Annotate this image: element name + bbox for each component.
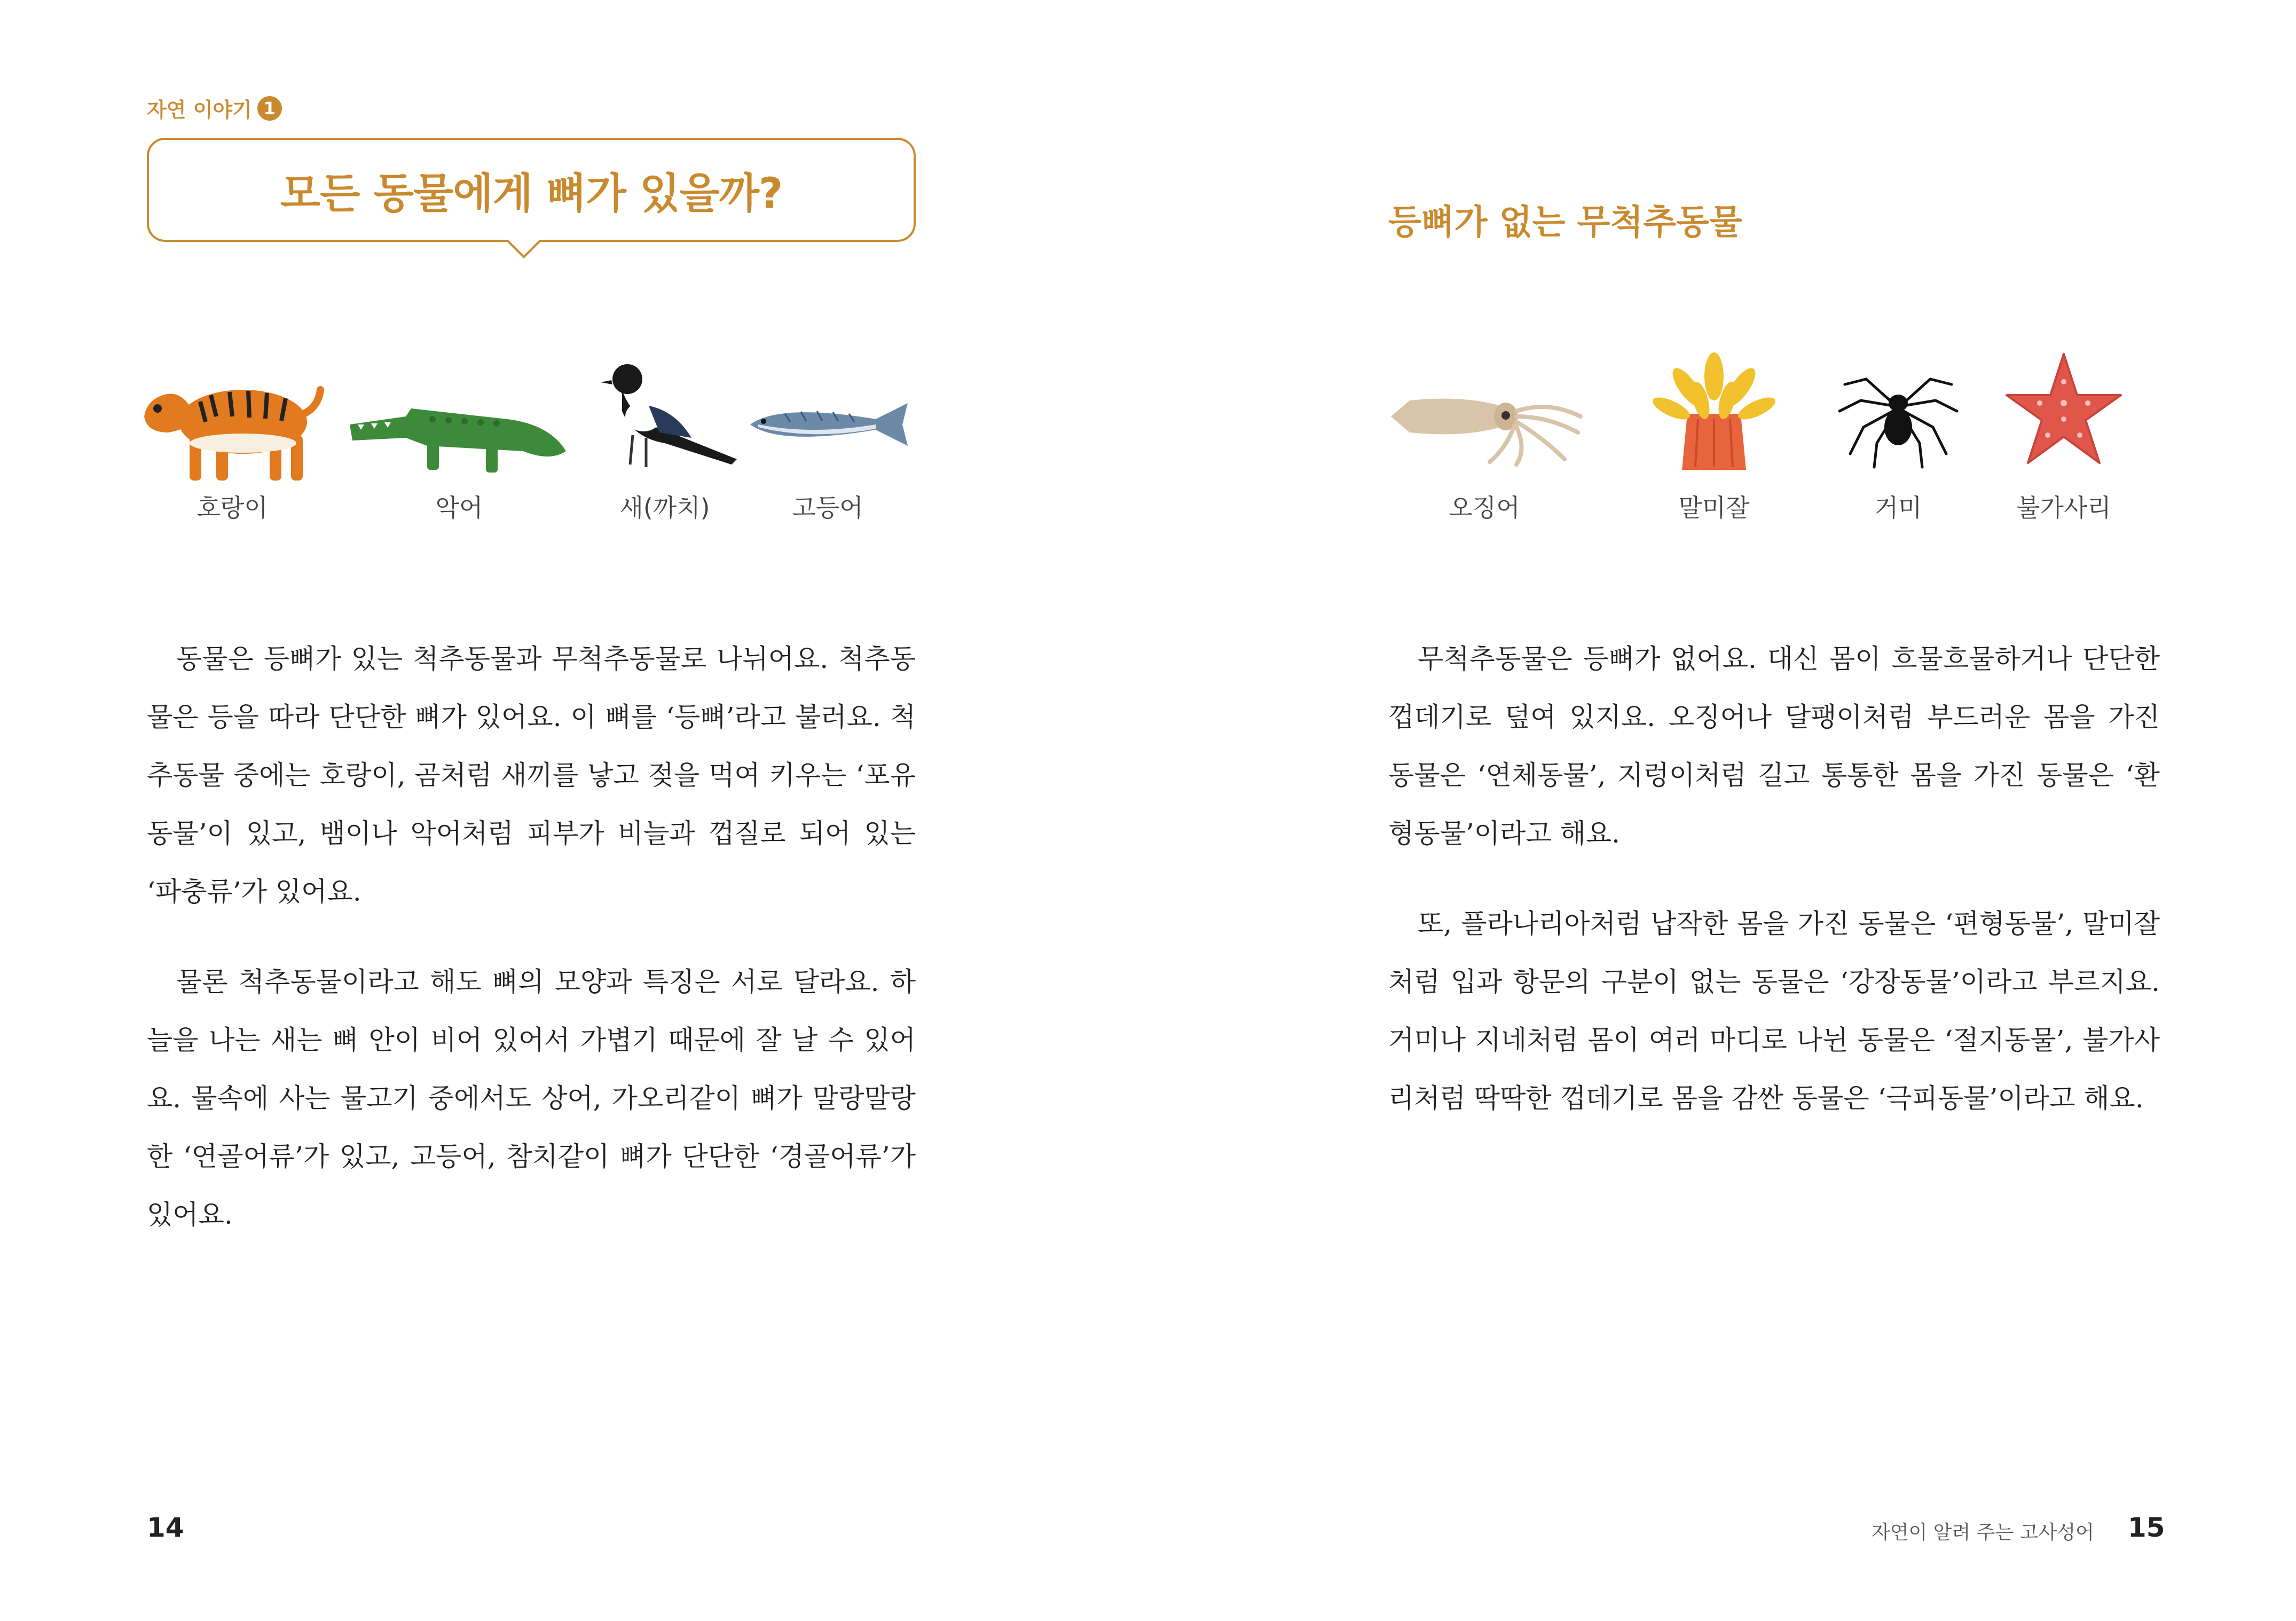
book-title-footer: 자연이 알려 주는 고사성어 bbox=[1872, 1522, 2094, 1544]
starfish-illustration bbox=[2002, 350, 2125, 473]
animal-label-magpie: 새(까치) bbox=[619, 493, 710, 522]
right-page bbox=[1148, 0, 2296, 1621]
section-subhead: 등뼈가 없는 무척추동물 bbox=[1388, 203, 1742, 242]
animal-label-tiger: 호랑이 bbox=[196, 493, 268, 522]
series-label-text: 자연 이야기 bbox=[147, 98, 252, 122]
right-body-text bbox=[1388, 630, 2160, 1128]
animal-label-squid: 오징어 bbox=[1449, 493, 1520, 522]
animal-label-starfish: 불가사리 bbox=[2016, 493, 2111, 522]
page-number-left: 14 bbox=[147, 1512, 184, 1543]
left-body-text bbox=[147, 630, 916, 1244]
magpie-illustration bbox=[601, 358, 740, 475]
spider-illustration bbox=[1834, 352, 1962, 470]
right-paragraph-2: 또, 플라나리아처럼 납작한 몸을 가진 동물은 ‘편형동물’, 말미잘처럼 입과 항문의 구분이 없는 동물은 ‘강장동물’이라고 부르지요. 거미나 지네처럼 몸이 여러 마디로 나뉜 동물은 ‘절지동물’, 불가사리처럼 딱딱한 껍데기로 몸을 감싼 동물은 ‘극피동물’이라고 해요. bbox=[1388, 908, 2160, 1114]
left-paragraph-1: 동물은 등뼈가 있는 척추동물과 무척추동물로 나뉘어요. 척추동물은 등을 따라 단단한 뼈가 있어요. 이 뼈를 ‘등뼈’라고 불러요. 척추동물 중에는 호랑이, 곰처럼 새끼를 낳고 젖을 먹여 키우는 ‘포유동물’이 있고, 뱀이나 악어처럼 피부가 비늘과 껍질로 되어 있는 ‘파충류’가 있어요. bbox=[147, 643, 916, 907]
mackerel-illustration bbox=[748, 398, 924, 451]
crocodile-illustration bbox=[347, 387, 571, 478]
page-number-right: 15 bbox=[2128, 1512, 2165, 1543]
speech-bubble-tail bbox=[507, 225, 540, 258]
title-box bbox=[147, 138, 916, 242]
right-paragraph-1: 무척추동물은 등뼈가 없어요. 대신 몸이 흐물흐물하거나 단단한 껍데기로 덮여 있지요. 오징어나 달팽이처럼 부드러운 몸을 가진 동물은 ‘연체동물’, 지렁이처럼 길고 통통한 몸을 가진 동물은 ‘환형동물’이라고 해요. bbox=[1388, 643, 2160, 849]
animal-label-mackerel: 고등어 bbox=[792, 493, 863, 522]
animal-label-spider: 거미 bbox=[1874, 493, 1922, 522]
page-title: 모든 동물에게 뼈가 있을까? bbox=[280, 169, 783, 218]
squid-illustration bbox=[1388, 368, 1586, 470]
series-label bbox=[147, 93, 282, 123]
animal-label-crocodile: 악어 bbox=[435, 493, 483, 522]
tiger-illustration bbox=[136, 358, 328, 486]
animal-label-sea-anemone: 말미잘 bbox=[1678, 493, 1750, 522]
series-number-badge: 1 bbox=[257, 96, 282, 121]
left-paragraph-2: 물론 척추동물이라고 해도 뼈의 모양과 특징은 서로 달라요. 하늘을 나는 새는 뼈 안이 비어 있어서 가볍기 때문에 잘 날 수 있어요. 물속에 사는 물고기 중에서도 상어, 가오리같이 뼈가 말랑말랑한 ‘연골어류’가 있고, 고등어, 참치같이 뼈가 단단한 ‘경골어류’가 있어요. bbox=[147, 966, 916, 1230]
sea-anemone-illustration bbox=[1650, 350, 1778, 473]
